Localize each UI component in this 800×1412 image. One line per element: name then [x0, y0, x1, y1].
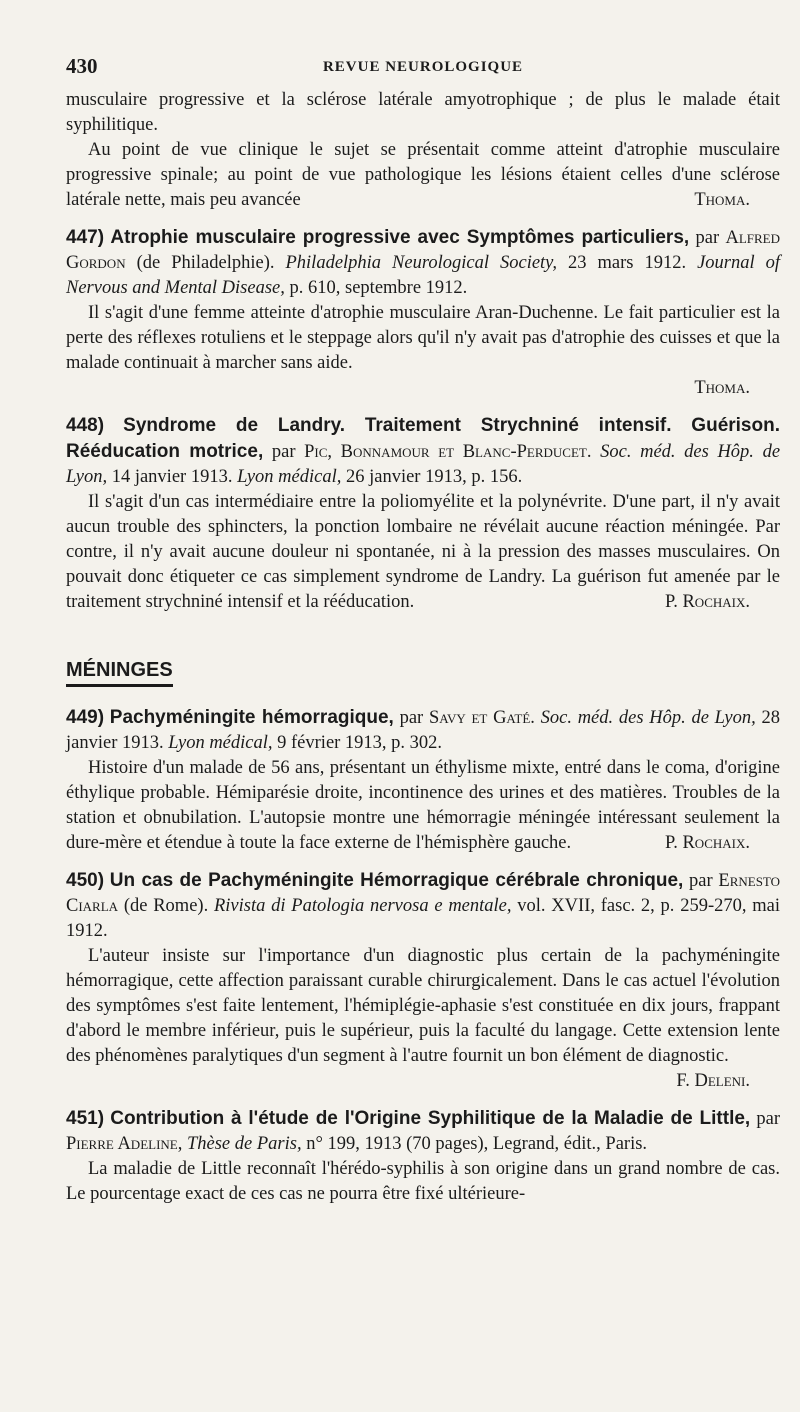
entry-449-body: Histoire d'un malade de 56 ans, présentant un éthylisme mixte, entré dans le coma, d'origine éthylique probable. Hémiparésie droite, incontinence des urines et des matières. Troubles de la station et obnubilation. L'autopsie montre une hémorragie méningée intéressant seulement la dure-mère et étendue à toute la face externe de l'hémisphère gauche. P. Rochaix.: [66, 756, 780, 856]
entry-447-heading: 447) Atrophie musculaire progressive avec Symptômes particuliers, par Alfred Gordon (de Philadelphie). Philadelphia Neurological Society, 23 mars 1912. Journal of Nervous and Mental Disease, p. 610, septembre 1912.: [66, 227, 781, 298]
entry-450-title: Un cas de Pachyméningite Hémorragique cérébrale chronique,: [109, 870, 684, 891]
entry-451-title: Contribution à l'étude de l'Origine Syphilitique de la Maladie de Little,: [110, 1108, 751, 1129]
intro-paragraph-1: musculaire progressive et la sclérose latérale amyotrophique ; de plus le malade était syphilitique.: [66, 90, 780, 135]
entry-451-body: La maladie de Little reconnaît l'hérédo-syphilis à son origine dans un grand nombre de cas. Le pourcentage exact de ces cas ne pourra être fixé ultérieure-: [66, 1159, 780, 1204]
entry-447-author: Alfred Gordon: [66, 228, 781, 273]
entry-448-signature: P. Rochaix.: [664, 592, 750, 612]
entry-451-heading: 451) Contribution à l'étude de l'Origine Syphilitique de la Maladie de Little, par Pierre Adeline, Thèse de Paris, n° 199, 1913 (70 pages), Legrand, édit., Paris.: [66, 1108, 781, 1154]
document-page: [66, 54, 780, 1207]
entry-448-authors: Pic, Bonnamour et Blanc-Perducet.: [304, 442, 592, 462]
page-header: [66, 54, 780, 88]
entry-447-title: Atrophie musculaire progressive avec Symptômes particuliers,: [110, 227, 690, 248]
entry-447-body: Il s'agit d'une femme atteinte d'atrophie musculaire Aran-Duchenne. Le fait particulier est la perte des réflexes rotuliens et le steppage alors qu'il n'y avait pas d'atrophie des cuisses et que la malade continuait à marcher sans aide.: [66, 303, 780, 373]
entry-449-signature: P. Rochaix.: [664, 833, 750, 853]
page-number: 430: [66, 54, 98, 78]
entry-450-author: Ernesto Ciarla: [66, 871, 781, 916]
entry-449-title: Pachyméningite hémorragique,: [109, 707, 394, 728]
entry-447-signature: Thoma.: [694, 378, 750, 398]
running-title: REVUE NEUROLOGIQUE: [322, 59, 524, 75]
entry-448-heading: 448) Syndrome de Landry. Traitement Strychniné intensif. Guérison. Rééducation motrice, par Pic, Bonnamour et Blanc-Perducet. Soc. méd. des Hôp. de Lyon, 14 janvier 1913. Lyon médical, 26 janvier 1913, p. 156.: [66, 415, 781, 487]
intro-paragraph-2: Au point de vue clinique le sujet se présentait comme atteint d'atrophie musculaire progressive spinale; au point de vue pathologique les lésions étaient celles d'une sclérose latérale nette, mais peu avancée Thoma.: [66, 138, 780, 213]
entry-449-heading: 449) Pachyméningite hémorragique, par Savy et Gaté. Soc. méd. des Hôp. de Lyon, 28 janvier 1913. Lyon médical, 9 février 1913, p. 302.: [66, 707, 780, 753]
entry-449-authors: Savy et Gaté.: [428, 708, 535, 728]
section-heading: MÉNINGES: [66, 659, 173, 687]
intro-signature: Thoma.: [694, 190, 750, 210]
entry-450-body: L'auteur insiste sur l'importance d'un diagnostic plus certain de la pachyméningite hémorragique, cette affection paraissant curable chirurgicalement. Dans le cas actuel l'évolution des symptômes s'est faite lentement, l'hémiplégie-aphasie s'est constituée en dix jours, frappant d'abord le membre inférieur, puis le supérieur, puis la faculté du langage. Cette extension lente des phénomènes paralytiques d'un segment à l'autre fournit un bon élément de diagnostic.: [66, 946, 780, 1066]
entry-448-body: Il s'agit d'un cas intermédiaire entre la poliomyélite et la polynévrite. D'une part, il n'y avait aucun trouble des sphincters, la ponction lombaire ne révélait aucune réaction méningée. Par contre, il n'y avait aucune douleur ni spontanée, ni à la pression des masses musculaires. On pouvait donc étiqueter ce cas simplement syndrome de Landry. La guérison fut amenée par le traitement strychniné intensif et la rééducation. P. Rochaix.: [66, 490, 780, 615]
entry-450-signature: F. Deleni.: [676, 1071, 750, 1091]
entry-448-title: Syndrome de Landry. Traitement Strychniné intensif. Guérison. Rééducation motrice,: [66, 415, 780, 462]
entry-451-author: Pierre Adeline,: [66, 1134, 183, 1154]
entry-450-heading: 450) Un cas de Pachyméningite Hémorragique cérébrale chronique, par Ernesto Ciarla (de Rome). Rivista di Patologia nervosa e mentale, vol. XVII, fasc. 2, p. 259-270, mai 1912.: [66, 870, 781, 941]
